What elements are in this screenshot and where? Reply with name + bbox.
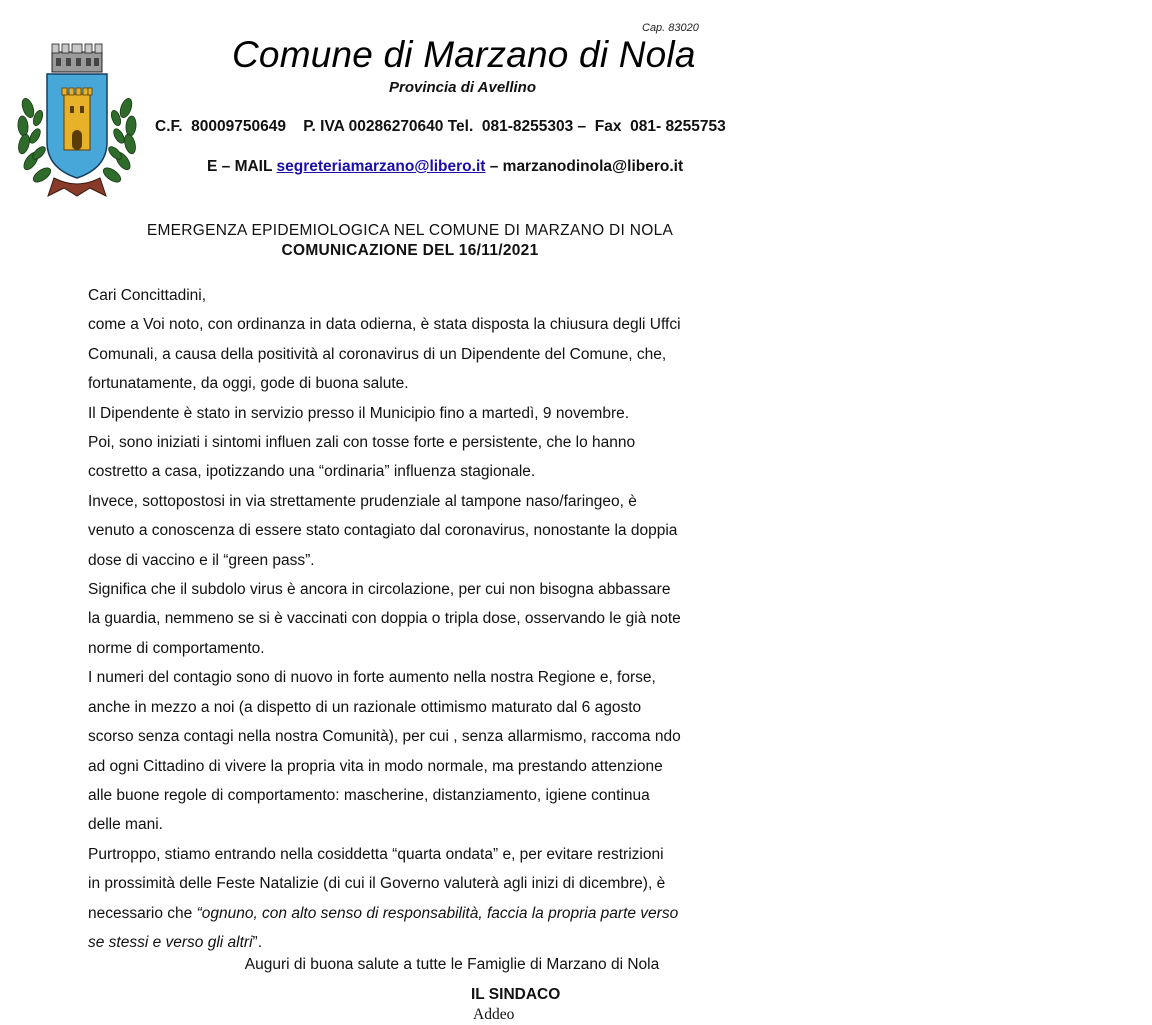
body-line: scorso senza contagi nella nostra Comunità), per cui , senza allarmismo, raccoma ndo [88,728,681,746]
body-quote: “ognuno, con alto senso di responsabilità, faccia la propria parte verso [196,904,679,922]
body-line: in prossimità delle Feste Natalizie (di cui il Governo valuterà agli inizi di dicembre), è [88,875,666,893]
body-line: costretto a casa, ipotizzando una “ordinaria” influenza stagionale. [88,463,536,481]
email-separator: – [485,158,503,175]
body-line: ad ogni Cittadino di vivere la propria vita in modo normale, ma prestando attenzione [88,757,663,775]
body-line: Comunali, a causa della positività al coronavirus di un Dipendente del Comune, che, [88,345,667,363]
email-line [207,158,683,176]
body-line [88,899,748,928]
body-line: Cari Concittadini, [88,287,207,304]
body-line: la guardia, nemmeno se si è vaccinati con doppia o tripla dose, osservando le già note [88,610,681,628]
province-label: Provincia di Avellino [389,79,536,96]
body-line: come a Voi noto, con ordinanza in data odierna, è stata disposta la chiusura degli Uffci [88,316,681,334]
body-line: anche in mezzo a noi (a dispetto di un razionale ottimismo maturato dal 6 agosto [88,698,642,716]
body-line: alle buone regole di comportamento: mascherine, distanziamento, igiene continua [88,786,650,804]
notice-body [88,281,748,957]
body-line: dose di vaccino e il “green pass”. [88,551,315,569]
body-line-prefix: necessario che [88,904,197,922]
body-line: Significa che il subdolo virus è ancora in circolazione, per cui non bisogna abbassare [88,581,671,599]
email-secondary: marzanodinola@libero.it [502,158,684,175]
municipality-title: Comune di Marzano di Nola [232,34,696,75]
body-line-suffix: ”. [252,933,262,951]
coat-of-arms-crest [14,38,140,202]
fiscal-contact-line: C.F. 80009750649 P. IVA 00286270640 Tel. 081-8255303 – Fax 081- 8255753 [155,118,726,135]
body-line: Invece, sottopostosi in via strettamente prudenziale al tampone naso/faringeo, è [88,492,637,510]
body-line [88,928,748,957]
signature-title: IL SINDACO [471,986,561,1003]
body-line: delle mani. [88,816,163,834]
notice-heading: EMERGENZA EPIDEMIOLOGICA NEL COMUNE DI MARZANO DI NOLA [146,222,674,239]
body-line: I numeri del contagio sono di nuovo in forte aumento nella nostra Regione e, forse, [88,669,656,687]
body-line: norme di comportamento. [88,639,265,657]
body-line: fortunatamente, da oggi, gode di buona salute. [88,375,409,393]
email-primary-link[interactable]: segreteriamarzano@libero.it [276,158,486,175]
notice-subheading: COMUNICAZIONE DEL 16/11/2021 [281,242,539,259]
closing-greeting: Auguri di buona salute a tutte le Famiglie di Marzano di Nola [244,956,660,973]
body-line: Poi, sono iniziati i sintomi influen zali con tosse forte e persistente, che lo hanno [88,434,636,452]
signature-name: Addeo [473,1006,515,1023]
email-prefix: E – MAIL [207,158,277,175]
postal-code: Cap. 83020 [642,22,699,34]
body-quote-end: se stessi e verso gli altri [88,933,253,951]
body-line: Il Dipendente è stato in servizio presso il Municipio fino a martedì, 9 novembre. [88,404,630,422]
body-line: Purtroppo, stiamo entrando nella cosiddetta “quarta ondata” e, per evitare restrizioni [88,845,664,863]
body-line: venuto a conoscenza di essere stato contagiato dal coronavirus, nonostante la doppia [88,522,678,540]
